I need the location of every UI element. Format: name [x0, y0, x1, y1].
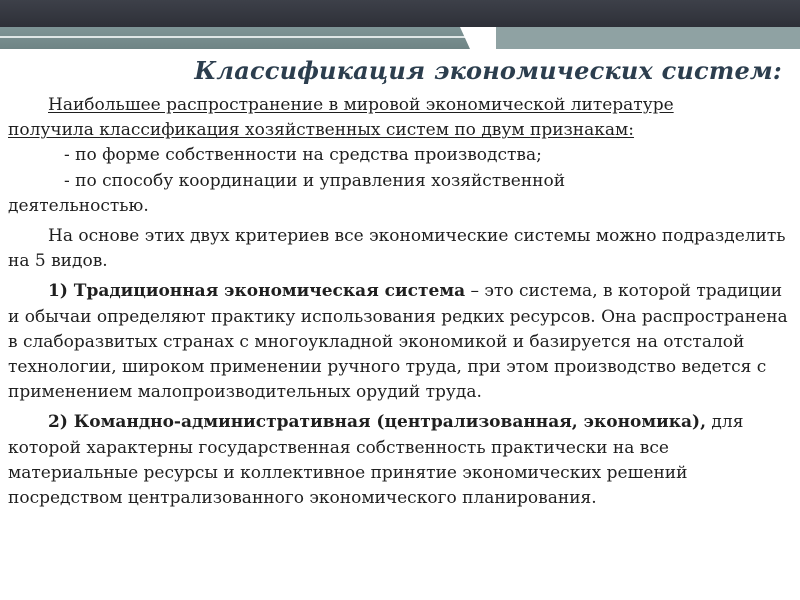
- slide-title: Классификация экономических систем:: [194, 56, 782, 85]
- header-bar: [0, 0, 800, 27]
- slide-body: [8, 93, 794, 511]
- intro-line-2: получила классификация хозяйственных систем по двум признакам:: [8, 120, 634, 141]
- type-1-text: – это система, в которой традиции и обычаи определяют практику использования редких ресурсов. Она распространена в слаборазвитых странах с многоукладной экономикой и базируется на отсталой технологии, широком применении ручного труда, при этом производство ведется с применением малопроизводительных орудий труда.: [8, 281, 788, 403]
- intro-line-1: Наибольшее распространение в мировой экономической литературе: [48, 95, 674, 115]
- type-1-paragraph: [8, 279, 794, 405]
- criterion-1: - по форме собственности на средства производства;: [64, 145, 542, 166]
- type-2-text: для которой характерны государственная собственность практически на все материальные ресурсы и коллективное принятие экономических решений посредством централизованного экономического планирования.: [8, 412, 744, 509]
- header-tab-shade: [496, 27, 800, 49]
- criterion-2: - по способу координации и управления хозяйственной: [64, 170, 566, 191]
- criterion-2-continuation: деятельностью.: [8, 195, 149, 216]
- type-1-title: 1) Традиционная экономическая система: [48, 281, 466, 302]
- basis-paragraph: На основе этих двух критериев все экономические системы можно подразделить на 5 видов.: [8, 226, 786, 272]
- type-2-title: 2) Командно-административная (централизованная, экономика),: [48, 412, 707, 433]
- type-2-paragraph: [8, 410, 794, 511]
